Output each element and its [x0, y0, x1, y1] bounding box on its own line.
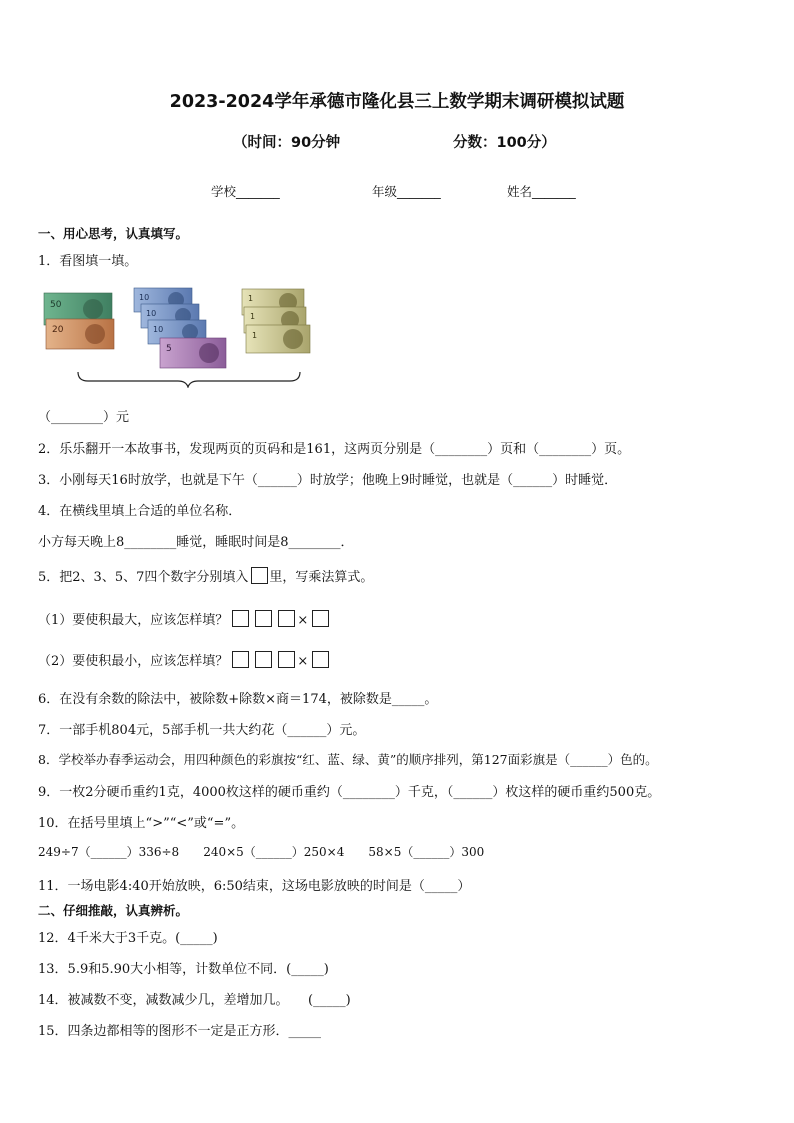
blank-box — [232, 610, 249, 627]
school-field: 学校_______ — [211, 184, 280, 199]
exam-score: 分数：100分） — [453, 135, 556, 151]
question-5-post: 里，写乘法算式。 — [269, 570, 374, 585]
question-6: 6．在没有余数的除法中，被除数+除数×商＝174，被除数是_____。 — [38, 692, 438, 707]
question-5-sub-2 — [38, 650, 335, 669]
svg-text:10: 10 — [146, 309, 157, 318]
section-1-heading: 一、用心思考，认真填写。 — [38, 226, 189, 241]
question-2: 2．乐乐翻开一本故事书，发现两页的页码和是161，这两页分别是（________）页和（________）页。 — [38, 442, 631, 457]
blank-box — [278, 651, 295, 668]
question-7: 7．一部手机804元，5部手机一共大约花（______）元。 — [38, 723, 366, 738]
question-4: 4．在横线里填上合适的单位名称． — [38, 504, 242, 519]
question-10: 10．在括号里填上“>”“<”或“=”。 — [38, 816, 245, 831]
name-field: 姓名_______ — [507, 184, 576, 199]
question-1-answer: （________）元 — [38, 410, 130, 425]
exam-title: 2023-2024学年承德市隆化县三上数学期末调研模拟试题 — [169, 92, 625, 112]
svg-text:50: 50 — [50, 300, 62, 310]
banknotes-illustration — [38, 283, 318, 388]
svg-text:10: 10 — [139, 293, 150, 302]
blank-box — [255, 651, 272, 668]
svg-text:10: 10 — [153, 325, 164, 334]
svg-text:1: 1 — [248, 294, 254, 303]
blank-box — [312, 651, 329, 668]
question-14: 14．被减数不变，减数减少几，差增加几。 (_____) — [38, 993, 351, 1008]
brace — [78, 372, 300, 387]
svg-text:1: 1 — [252, 331, 258, 340]
question-9: 9．一枚2分硬币重约1克，4000枚这样的硬币重约（________）千克，（______）枚这样的硬币重约500克。 — [38, 785, 661, 800]
question-15: 15．四条边都相等的图形不一定是正方形．_____ — [38, 1024, 322, 1039]
question-1: 1．看图填一填。 — [38, 254, 138, 269]
svg-text:1: 1 — [250, 312, 256, 321]
exam-time: （时间：90分钟 — [233, 135, 341, 151]
blank-box — [278, 610, 295, 627]
blank-box — [255, 610, 272, 627]
banknote-5 — [160, 338, 226, 368]
question-10-line: 249÷7（______）336÷8 240×5（______）250×4 58×5（______）300 — [38, 845, 485, 859]
question-3: 3．小刚每天16时放学，也就是下午（______）时放学；他晚上9时睡觉，也就是（______）时睡觉． — [38, 473, 618, 488]
blank-box — [232, 651, 249, 668]
question-5-pre: 5．把2、3、5、7四个数字分别填入 — [38, 570, 249, 585]
banknote-20 — [46, 319, 114, 349]
blank-box — [251, 567, 268, 584]
sub-2-label: （2）要使积最小，应该怎样填？ — [38, 654, 229, 669]
sub-1-label: （1）要使积最大，应该怎样填？ — [38, 613, 229, 628]
question-8: 8．学校举办春季运动会，用四种颜色的彩旗按“红、蓝、绿、黄”的顺序排列，第127面彩旗是（______）色的。 — [38, 752, 658, 767]
question-11: 11．一场电影4:40开始放映，6:50结束，这场电影放映的时间是（_____） — [38, 879, 471, 894]
question-13: 13．5.9和5.90大小相等，计数单位不同．(_____) — [38, 962, 329, 977]
blank-box — [312, 610, 329, 627]
grade-field: 年级_______ — [372, 184, 441, 199]
svg-text:5: 5 — [166, 344, 172, 354]
banknote-1 — [246, 325, 310, 353]
question-5 — [38, 566, 373, 585]
question-12: 12．4千米大于3千克。(_____) — [38, 931, 218, 946]
section-2-heading: 二、仔细推敲，认真辨析。 — [38, 903, 189, 918]
question-5-sub-1 — [38, 609, 335, 628]
svg-text:20: 20 — [52, 325, 64, 335]
times-sign: × — [297, 654, 309, 669]
question-4-line: 小方每天晚上8________睡觉，睡眠时间是8________． — [38, 535, 354, 550]
times-sign: × — [297, 613, 309, 628]
